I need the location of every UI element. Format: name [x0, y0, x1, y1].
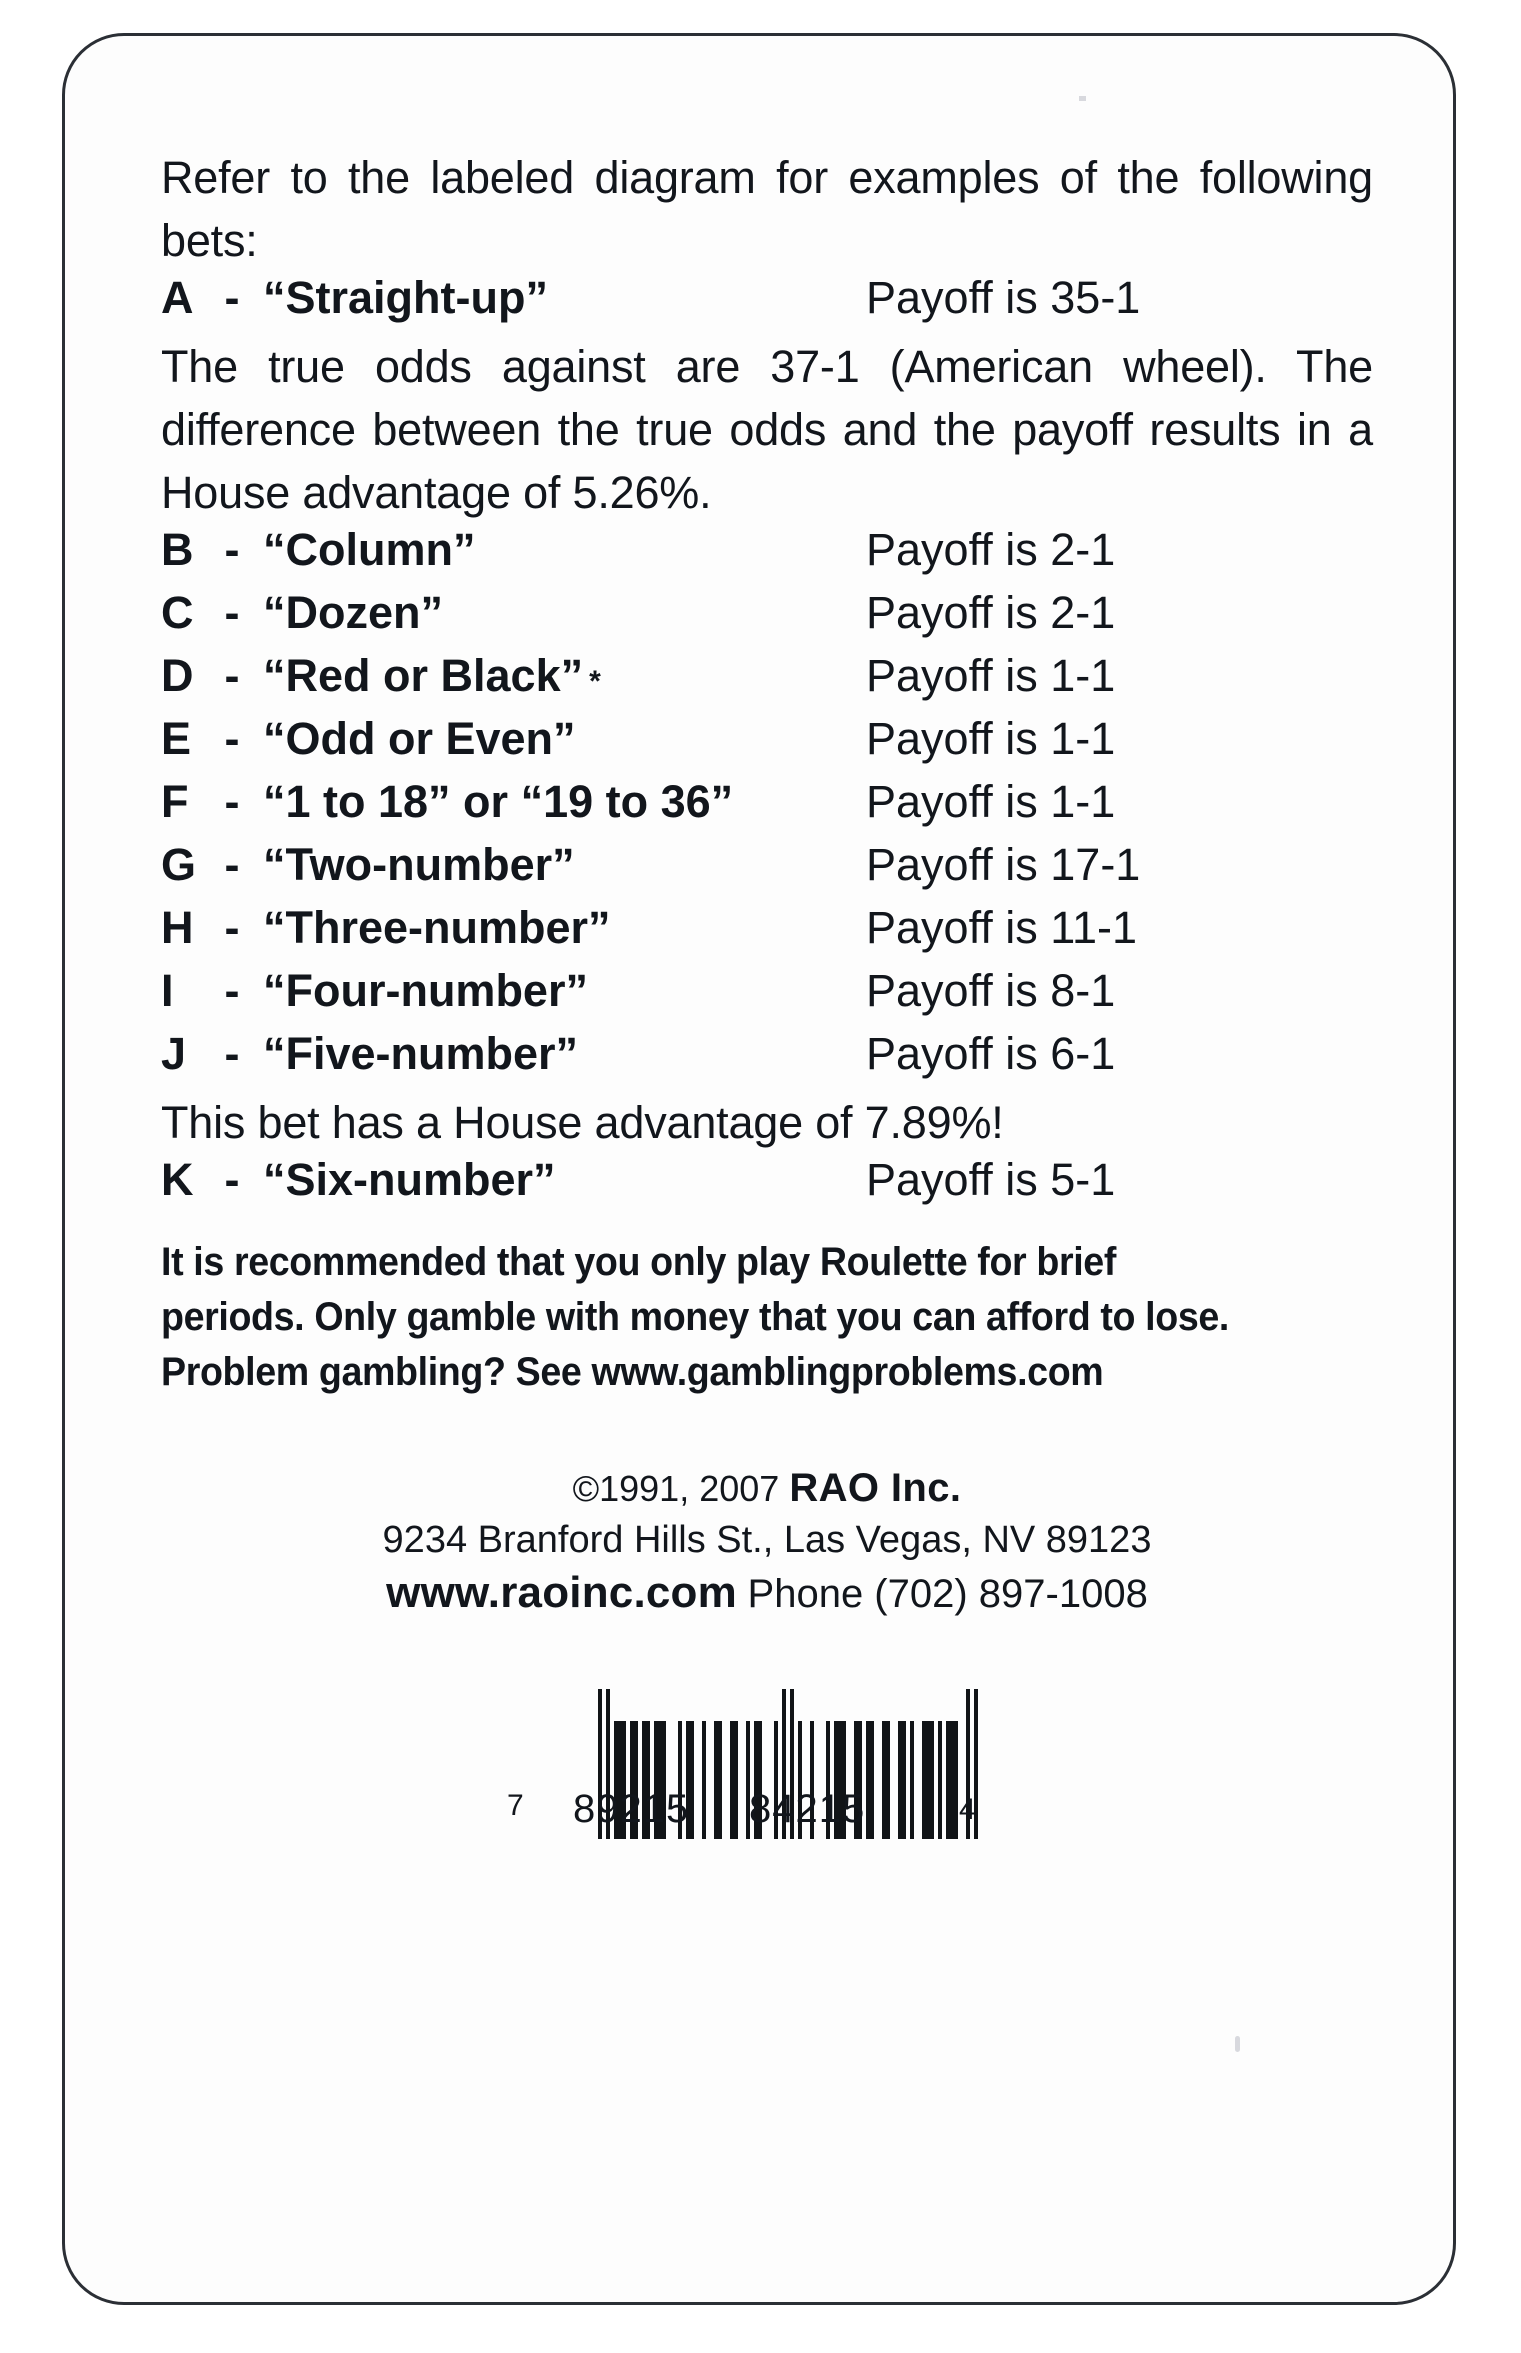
- bet-row: [161, 839, 1373, 902]
- scan-speck: [1235, 2036, 1240, 2052]
- intro-paragraph: Refer to the labeled diagram for examples of the following bets:: [161, 152, 1373, 266]
- bet-dash: -: [224, 272, 240, 323]
- barcode-digit-right: 4: [959, 1793, 977, 1826]
- copyright-line: [161, 1462, 1373, 1515]
- bet-name: “Two-number”: [263, 839, 575, 890]
- copyright-symbol: ©: [572, 1468, 600, 1509]
- bet-letter: F: [161, 776, 189, 827]
- scan-speck: [1079, 96, 1086, 101]
- bet-dash: -: [224, 713, 240, 764]
- bet-name: “Column”: [263, 524, 476, 575]
- bet-row: [161, 587, 1373, 650]
- bet-row-b: [161, 524, 1373, 587]
- bet-name: “Five-number”: [263, 1028, 579, 1079]
- bet-payoff: Payoff is 1-1: [866, 713, 1116, 764]
- bet-name: “Odd or Even”: [263, 713, 576, 764]
- bet-payoff: Payoff is 2-1: [866, 587, 1116, 638]
- barcode: [161, 1689, 1373, 1887]
- bet-name: “Six-number”: [263, 1154, 556, 1205]
- phone-number: Phone (702) 897-1008: [747, 1572, 1148, 1616]
- bet-row-d: [161, 650, 1373, 713]
- bet-payoff: Payoff is 1-1: [866, 776, 1116, 827]
- bet-dash: -: [224, 650, 240, 701]
- bet-letter: C: [161, 587, 194, 638]
- bet-payoff: Payoff is 11-1: [866, 902, 1137, 953]
- bet-payoff: Payoff is 2-1: [866, 524, 1116, 575]
- bet-row-e: [161, 713, 1373, 776]
- bet-name: “1 to 18” or “19 to 36”: [263, 776, 734, 827]
- bet-row-f: [161, 776, 1373, 839]
- bet-payoff: Payoff is 1-1: [866, 650, 1116, 701]
- bet-dash: -: [224, 965, 240, 1016]
- bet-row-h: [161, 902, 1373, 965]
- warning-line: Problem gambling? See www.gamblingproblems.com: [161, 1350, 1104, 1394]
- bet-row: [161, 1154, 1373, 1217]
- bet-list: [161, 524, 1373, 1091]
- bet-letter: B: [161, 524, 194, 575]
- bet-dash: -: [224, 902, 240, 953]
- card-content: [161, 146, 1373, 1887]
- bet-name: “Dozen”: [263, 587, 443, 638]
- bet-letter: K: [161, 1154, 194, 1205]
- bet-letter: D: [161, 650, 194, 701]
- bet-name: “Three-number”: [263, 902, 611, 953]
- bet-row: [161, 650, 1373, 713]
- bet-row-c: [161, 587, 1373, 650]
- bet-dash: -: [224, 587, 240, 638]
- bet-row-g: [161, 839, 1373, 902]
- bet-row: [161, 902, 1373, 965]
- bet-row: [161, 1028, 1373, 1091]
- warning-line: periods. Only gamble with money that you can afford to lose.: [161, 1295, 1230, 1339]
- warning-line: It is recommended that you only play Roulette for brief: [161, 1240, 1116, 1284]
- bet-letter: G: [161, 839, 197, 890]
- bet-payoff: Payoff is 35-1: [866, 272, 1141, 323]
- bet-name: “Red or Black”: [263, 650, 584, 701]
- bet-row-straight-up: [161, 272, 1373, 335]
- bet-row-six-number: [161, 1154, 1373, 1217]
- bet-footnote-asterisk: *: [589, 665, 601, 698]
- five-number-note: This bet has a House advantage of 7.89%!: [161, 1097, 1004, 1148]
- bet-dash: -: [224, 1154, 240, 1205]
- bet-name: “Straight-up”: [263, 272, 548, 323]
- bet-letter: I: [161, 965, 174, 1016]
- responsible-gaming-warning: [161, 1235, 1373, 1400]
- bet-dash: -: [224, 524, 240, 575]
- bet-row: [161, 965, 1373, 1028]
- barcode-digit-left: 7: [507, 1789, 525, 1822]
- bet-payoff: Payoff is 17-1: [866, 839, 1141, 890]
- reference-card: [62, 33, 1456, 2305]
- bet-letter: A: [161, 272, 194, 323]
- bet-row-i: [161, 965, 1373, 1028]
- company-name: RAO Inc.: [789, 1466, 962, 1510]
- website-url[interactable]: www.raoinc.com: [386, 1568, 737, 1617]
- bet-row: [161, 776, 1373, 839]
- bet-row: [161, 272, 1373, 335]
- bet-dash: -: [224, 776, 240, 827]
- website-phone-line: [161, 1565, 1373, 1623]
- bet-payoff: Payoff is 8-1: [866, 965, 1116, 1016]
- bet-row-j: [161, 1028, 1373, 1091]
- bet-dash: -: [224, 839, 240, 890]
- bet-row: [161, 713, 1373, 776]
- bet-row: [161, 524, 1373, 587]
- barcode-inner: [507, 1689, 1027, 1887]
- copyright-years: 1991, 2007: [599, 1468, 780, 1509]
- bet-letter: E: [161, 713, 192, 764]
- company-address: 9234 Branford Hills St., Las Vegas, NV 89123: [382, 1519, 1152, 1561]
- bet-letter: J: [161, 1028, 187, 1079]
- bet-payoff: Payoff is 6-1: [866, 1028, 1116, 1079]
- straight-up-note: The true odds against are 37-1 (American wheel). The difference between the true odds and the payoff results in a House advantage of 5.26%.: [161, 341, 1373, 518]
- barcode-group-1: 89215: [573, 1787, 690, 1831]
- bet-name: “Four-number”: [263, 965, 588, 1016]
- card-footer: [161, 1462, 1373, 1623]
- barcode-group-2: 84215: [749, 1787, 866, 1831]
- bet-dash: -: [224, 1028, 240, 1079]
- bet-payoff: Payoff is 5-1: [866, 1154, 1116, 1205]
- bet-letter: H: [161, 902, 194, 953]
- barcode-digits: [507, 1787, 1027, 1887]
